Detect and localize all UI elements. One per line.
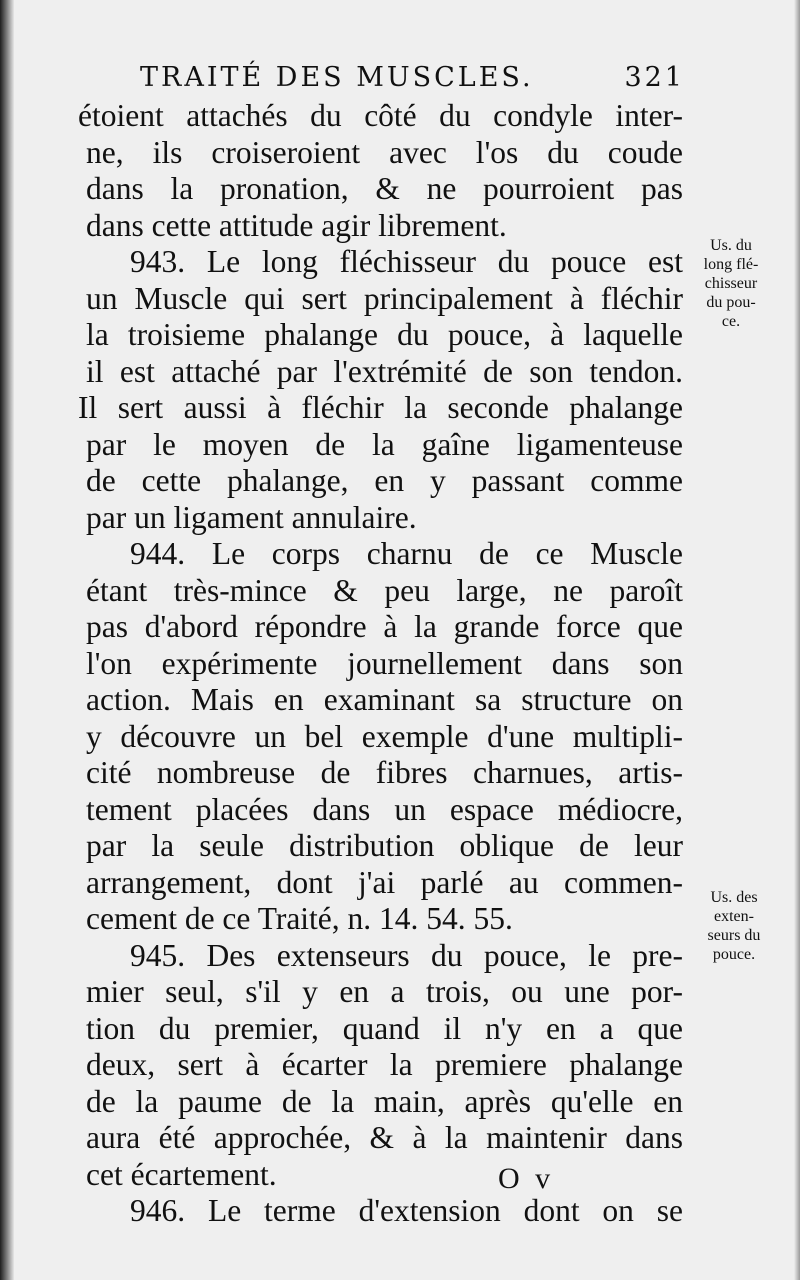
- text-line: de cette phalange, en y passant comme: [86, 463, 683, 498]
- margin-note-line: chisseur: [704, 275, 758, 292]
- page-gutter-shadow: [0, 0, 14, 1280]
- text-line: pas d'abord répondre à la grande force que: [86, 609, 683, 644]
- paragraph-946-start: 946. Le terme d'extension dont on se: [130, 1193, 683, 1228]
- margin-note-line: pouce.: [712, 946, 756, 963]
- text-line: arrangement, dont j'ai parlé au commen-: [86, 864, 683, 900]
- text-line: deux, sert à écarter la premiere phalange: [86, 1047, 683, 1082]
- text-line: ne, ils croiseroient avec l'os du coude: [86, 134, 683, 170]
- paragraph-945-start: 945. Des extenseurs du pouce, le pre-: [130, 937, 683, 973]
- text-line: dans la pronation, & ne pourroient pas: [86, 171, 683, 206]
- running-header: [140, 62, 685, 93]
- page-edge: [794, 0, 800, 1280]
- paragraph-943-start: 943. Le long fléchisseur du pouce est: [130, 244, 683, 279]
- text-line: tion du premier, quand il n'y en a que: [86, 1010, 683, 1046]
- text-line: aura été approchée, & à la maintenir dans: [86, 1120, 683, 1155]
- paragraph-944-start: 944. Le corps charnu de ce Muscle: [130, 536, 683, 571]
- text-line: étant très-mince & peu large, ne paroît: [86, 572, 683, 608]
- text-line: par le moyen de la gaîne ligamenteuse: [86, 426, 683, 462]
- margin-note-line: seurs du: [707, 927, 761, 944]
- margin-note-line: exten-: [714, 908, 754, 925]
- text-line: un Muscle qui sert principalement à fléchir: [86, 280, 683, 316]
- margin-note-line: ce.: [721, 313, 741, 330]
- margin-note-extensors: [688, 888, 780, 964]
- page-number: 321: [624, 62, 685, 93]
- text-line: cité nombreuse de fibres charnues, artis-: [86, 755, 683, 790]
- text-line: y découvre un bel exemple d'une multipli-: [86, 718, 683, 754]
- main-text: [78, 98, 683, 1230]
- text-line: tement placées dans un espace médiocre,: [86, 791, 683, 827]
- text-line: action. Mais en examinant sa structure on: [86, 682, 683, 717]
- margin-note-line: Us. du: [710, 237, 752, 254]
- margin-note-line: Us. des: [710, 889, 758, 906]
- text-line: par la seule distribution oblique de leur: [86, 828, 683, 863]
- text-line: de la paume de la main, après qu'elle en: [86, 1083, 683, 1119]
- text-line: il est attaché par l'extrémité de son tendon.: [86, 353, 683, 389]
- text-line: étoient attachés du côté du condyle inter-: [78, 98, 683, 133]
- text-line: Il sert aussi à fléchir la seconde phalange: [78, 390, 683, 425]
- text-line: cement de ce Traité, n. 14. 54. 55.: [86, 901, 513, 936]
- margin-note-line: long flé-: [703, 256, 759, 273]
- signature-mark: O v: [498, 1162, 555, 1195]
- margin-note-line: du pou-: [706, 294, 756, 311]
- margin-note-flexor: [686, 236, 776, 331]
- running-title: TRAITÉ DES MUSCLES.: [140, 62, 534, 93]
- text-line: cet écartement.: [86, 1156, 277, 1192]
- text-line: la troisieme phalange du pouce, à laquelle: [86, 317, 683, 352]
- text-line: mier seul, s'il y en a trois, ou une por-: [86, 974, 683, 1009]
- text-line: par un ligament annulaire.: [86, 499, 417, 535]
- text-line: l'on expérimente journellement dans son: [86, 645, 683, 681]
- text-line: dans cette attitude agir librement.: [86, 207, 507, 243]
